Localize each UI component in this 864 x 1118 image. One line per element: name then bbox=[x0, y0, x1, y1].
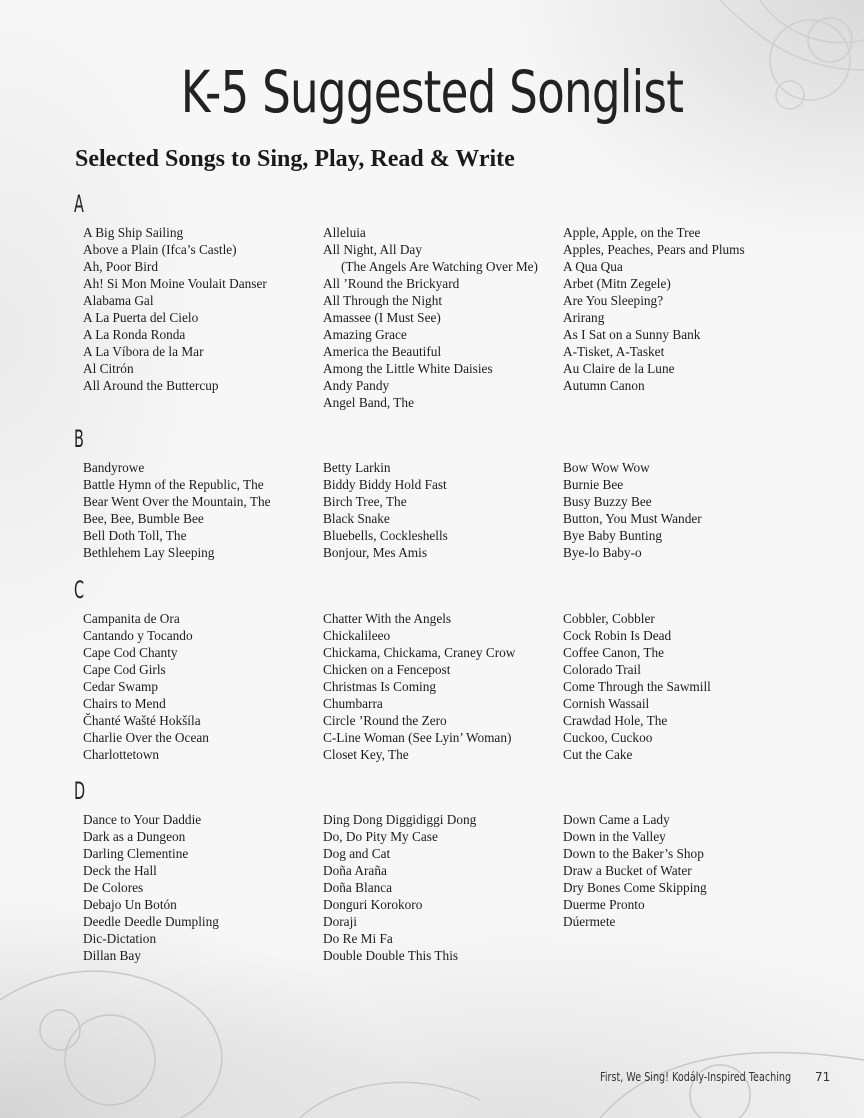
song-item: Ah, Poor Bird bbox=[83, 259, 158, 274]
song-item: A La Puerta del Cielo bbox=[83, 310, 199, 325]
song-item: Amazing Grace bbox=[323, 327, 407, 342]
song-item: Are You Sleeping? bbox=[563, 293, 664, 308]
song-item: Christmas Is Coming bbox=[323, 679, 437, 694]
song-item: Charlottetown bbox=[83, 747, 160, 762]
song-item: Bee, Bee, Bumble Bee bbox=[83, 511, 204, 526]
song-item: Down Came a Lady bbox=[563, 812, 670, 827]
song-item: Burnie Bee bbox=[563, 477, 624, 492]
song-item: Al Citrón bbox=[83, 361, 134, 376]
page-title: K-5 Suggested Songlist bbox=[180, 58, 684, 126]
song-item: A La Ronda Ronda bbox=[83, 327, 186, 342]
song-item: Cape Cod Girls bbox=[83, 662, 166, 677]
song-item: A La Víbora de la Mar bbox=[83, 344, 204, 359]
song-item: Duerme Pronto bbox=[563, 897, 645, 912]
song-column bbox=[563, 811, 707, 930]
song-item: Chickama, Chickama, Craney Crow bbox=[323, 645, 516, 660]
song-column bbox=[83, 224, 267, 394]
song-item: Bandyrowe bbox=[83, 460, 145, 475]
song-item: A-Tisket, A-Tasket bbox=[563, 344, 665, 359]
song-item: Bell Doth Toll, The bbox=[83, 528, 187, 543]
song-item: Dog and Cat bbox=[323, 846, 391, 861]
song-item: Down to the Baker’s Shop bbox=[563, 846, 704, 861]
song-column bbox=[323, 811, 476, 964]
song-column bbox=[563, 459, 702, 561]
song-item: Bow Wow Wow bbox=[563, 460, 650, 475]
song-item: Bluebells, Cockleshells bbox=[323, 528, 448, 543]
section-letter: B bbox=[74, 425, 84, 453]
song-item: Busy Buzzy Bee bbox=[563, 494, 652, 509]
song-item: Above a Plain (Ifca’s Castle) bbox=[83, 242, 237, 257]
song-item: Deedle Deedle Dumpling bbox=[83, 914, 219, 929]
page-footer bbox=[0, 1070, 864, 1090]
song-item: Chickalileeo bbox=[323, 628, 391, 643]
song-item: Birch Tree, The bbox=[323, 494, 407, 509]
song-item: Doña Blanca bbox=[323, 880, 393, 895]
song-item: Arirang bbox=[563, 310, 605, 325]
song-item: A Qua Qua bbox=[563, 259, 623, 274]
song-item: All Through the Night bbox=[323, 293, 443, 308]
song-item: Bye Baby Bunting bbox=[563, 528, 662, 543]
song-item: Bethlehem Lay Sleeping bbox=[83, 545, 215, 560]
song-item: Closet Key, The bbox=[323, 747, 409, 762]
song-item: Cantando y Tocando bbox=[83, 628, 193, 643]
song-item: A Big Ship Sailing bbox=[83, 225, 184, 240]
song-item: Cock Robin Is Dead bbox=[563, 628, 672, 643]
song-item: Colorado Trail bbox=[563, 662, 641, 677]
page-number: 71 bbox=[815, 1070, 831, 1084]
song-item: Black Snake bbox=[323, 511, 390, 526]
song-item: Cape Cod Chanty bbox=[83, 645, 178, 660]
song-item: All Around the Buttercup bbox=[83, 378, 219, 393]
song-item: Arbet (Mitn Zegele) bbox=[563, 276, 671, 291]
song-column bbox=[323, 459, 448, 561]
song-item: Apple, Apple, on the Tree bbox=[563, 225, 701, 240]
song-item: Dark as a Dungeon bbox=[83, 829, 186, 844]
song-item: Cornish Wassail bbox=[563, 696, 650, 711]
song-item: Dillan Bay bbox=[83, 948, 141, 963]
song-column bbox=[563, 224, 745, 394]
song-item: Chatter With the Angels bbox=[323, 611, 452, 626]
song-item: America the Beautiful bbox=[323, 344, 442, 359]
song-column bbox=[83, 811, 219, 964]
song-item: Charlie Over the Ocean bbox=[83, 730, 209, 745]
song-item: Cut the Cake bbox=[563, 747, 633, 762]
song-item: (The Angels Are Watching Over Me) bbox=[341, 259, 538, 274]
song-item: Au Claire de la Lune bbox=[563, 361, 675, 376]
song-column bbox=[323, 610, 515, 763]
song-item: Donguri Korokoro bbox=[323, 897, 423, 912]
song-item: All Night, All Day bbox=[323, 242, 422, 257]
song-item: Deck the Hall bbox=[83, 863, 157, 878]
song-item: Ding Dong Diggidiggi Dong bbox=[323, 812, 477, 827]
song-item: Coffee Canon, The bbox=[563, 645, 665, 660]
song-item: Dry Bones Come Skipping bbox=[563, 880, 707, 895]
section-letter: D bbox=[74, 777, 86, 805]
song-item: Double Double This This bbox=[323, 948, 459, 963]
song-item: Do, Do Pity My Case bbox=[323, 829, 438, 844]
song-item: All ’Round the Brickyard bbox=[323, 276, 460, 291]
song-item: Cobbler, Cobbler bbox=[563, 611, 655, 626]
song-item: Campanita de Ora bbox=[83, 611, 180, 626]
section-letter: C bbox=[74, 576, 85, 604]
song-item: Alabama Gal bbox=[83, 293, 154, 308]
song-item: Bear Went Over the Mountain, The bbox=[83, 494, 271, 509]
footer-book-title: First, We Sing! Kodály-Inspired Teaching bbox=[600, 1070, 792, 1084]
song-item: Do Re Mi Fa bbox=[323, 931, 393, 946]
song-column bbox=[323, 224, 538, 411]
song-item: Button, You Must Wander bbox=[563, 511, 702, 526]
song-item: Amassee (I Must See) bbox=[323, 310, 441, 325]
song-column bbox=[563, 610, 711, 763]
song-item: Down in the Valley bbox=[563, 829, 666, 844]
song-item: Darling Clementine bbox=[83, 846, 189, 861]
song-item: As I Sat on a Sunny Bank bbox=[563, 327, 701, 342]
song-item: Biddy Biddy Hold Fast bbox=[323, 477, 447, 492]
song-item: Ah! Si Mon Moine Voulait Danser bbox=[83, 276, 267, 291]
song-item: Doraji bbox=[323, 914, 357, 929]
song-item: Circle ’Round the Zero bbox=[323, 713, 447, 728]
song-item: Andy Pandy bbox=[323, 378, 390, 393]
song-item: Autumn Canon bbox=[563, 378, 645, 393]
song-item: Doña Araña bbox=[323, 863, 387, 878]
song-item: Cedar Swamp bbox=[83, 679, 158, 694]
song-item: C-Line Woman (See Lyin’ Woman) bbox=[323, 730, 512, 745]
song-column bbox=[83, 459, 271, 561]
song-item: Chairs to Mend bbox=[83, 696, 166, 711]
song-item: Chicken on a Fencepost bbox=[323, 662, 451, 677]
song-item: Dúermete bbox=[563, 914, 616, 929]
section-letter: A bbox=[74, 190, 84, 218]
song-item: Come Through the Sawmill bbox=[563, 679, 711, 694]
song-item: Apples, Peaches, Pears and Plums bbox=[563, 242, 745, 257]
song-item: Dic-Dictation bbox=[83, 931, 157, 946]
song-item: Crawdad Hole, The bbox=[563, 713, 668, 728]
song-item: Chumbarra bbox=[323, 696, 383, 711]
song-item: Draw a Bucket of Water bbox=[563, 863, 692, 878]
song-column bbox=[83, 610, 209, 763]
song-item: Alleluia bbox=[323, 225, 366, 240]
song-item: De Colores bbox=[83, 880, 144, 895]
page-subtitle: Selected Songs to Sing, Play, Read & Write bbox=[75, 146, 515, 172]
song-item: Battle Hymn of the Republic, The bbox=[83, 477, 264, 492]
song-item: Betty Larkin bbox=[323, 460, 391, 475]
song-item: Angel Band, The bbox=[323, 395, 414, 410]
song-item: Bonjour, Mes Amis bbox=[323, 545, 428, 560]
song-item: Cuckoo, Cuckoo bbox=[563, 730, 653, 745]
song-item: Čhanté Wašté Hokšíla bbox=[83, 713, 201, 728]
song-item: Dance to Your Daddie bbox=[83, 812, 202, 827]
song-item: Debajo Un Botón bbox=[83, 897, 177, 912]
song-item: Bye-lo Baby-o bbox=[563, 545, 642, 560]
song-item: Among the Little White Daisies bbox=[323, 361, 493, 376]
